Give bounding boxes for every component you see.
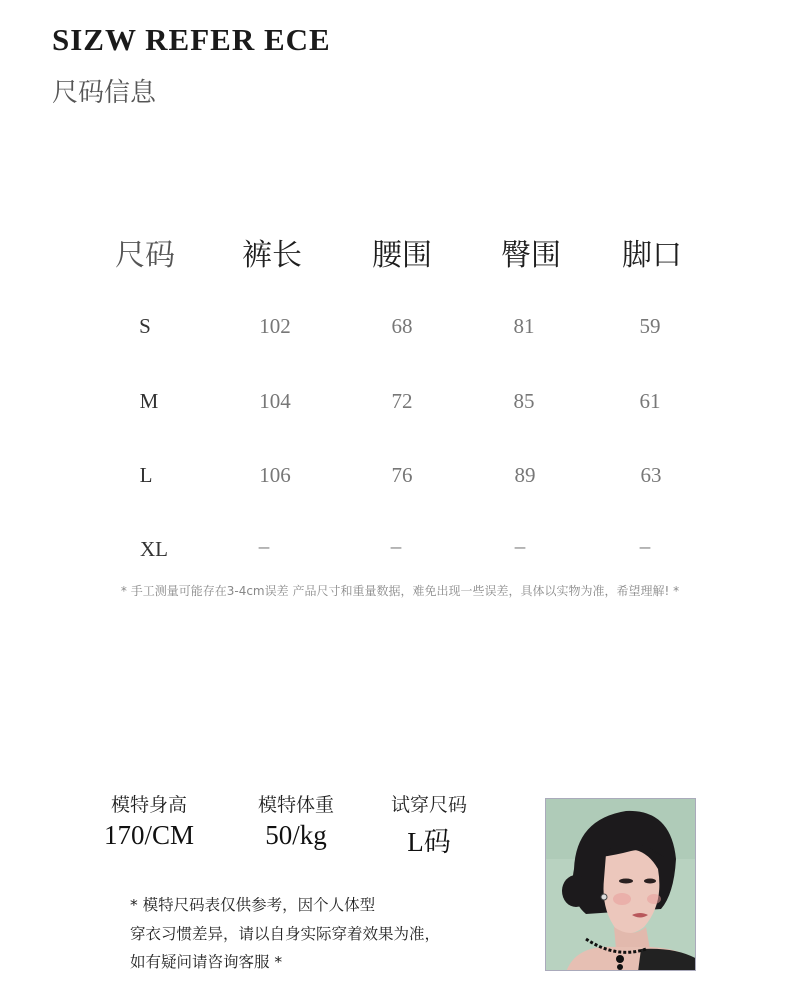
table-cell: L (139, 463, 153, 487)
model-weight-label: 模特体重 (257, 794, 334, 816)
column-header-size: 尺码 (115, 238, 175, 273)
model-photo-illustration (546, 799, 696, 971)
table-cell: 72 (391, 389, 413, 413)
column-header-hip: 臀围 (501, 238, 561, 273)
column-header-hem: 脚口 (622, 238, 682, 273)
column-header-length: 裤长 (242, 238, 302, 273)
column-header-waist: 腰围 (372, 238, 432, 273)
table-cell: 104 (259, 389, 291, 413)
model-height-label: 模特身高 (110, 794, 187, 816)
table-cell: – (639, 534, 651, 558)
disclaimer-line: 如有疑问请咨询客服 * (130, 953, 283, 971)
model-size-value: L码 (407, 827, 451, 857)
page-title-en: SIZW REFER ECE (52, 22, 331, 57)
table-cell: M (139, 389, 159, 413)
model-height-value: 170/CM (103, 820, 195, 850)
model-photo (545, 798, 696, 971)
disclaimer-line: * 模特尺码表仅供参考，因个人体型 (130, 896, 376, 914)
table-cell: 85 (513, 389, 535, 413)
table-cell: 68 (391, 314, 413, 338)
disclaimer-line: 穿衣习惯差异，请以自身实际穿着效果为准， (130, 925, 441, 943)
table-cell: 106 (259, 463, 291, 487)
table-cell: 61 (639, 389, 661, 413)
measurement-note: * 手工测量可能存在3-4cm误差 产品尺寸和重量数据，难免出现一些误差，具体以实物为准，希望理解! * (120, 584, 680, 598)
model-weight-value: 50/kg (265, 820, 327, 850)
table-cell: – (514, 534, 526, 558)
table-cell: – (258, 534, 270, 558)
table-cell: 81 (513, 314, 535, 338)
model-size-label: 试穿尺码 (390, 794, 467, 816)
table-cell: 63 (640, 463, 662, 487)
table-cell: 76 (391, 463, 413, 487)
page-title-cn: 尺码信息 (52, 78, 157, 108)
table-cell: 59 (639, 314, 661, 338)
table-cell: 89 (514, 463, 536, 487)
table-cell: 102 (259, 314, 291, 338)
table-cell: XL (140, 537, 168, 561)
table-cell: – (390, 534, 402, 558)
table-cell: S (139, 314, 151, 338)
